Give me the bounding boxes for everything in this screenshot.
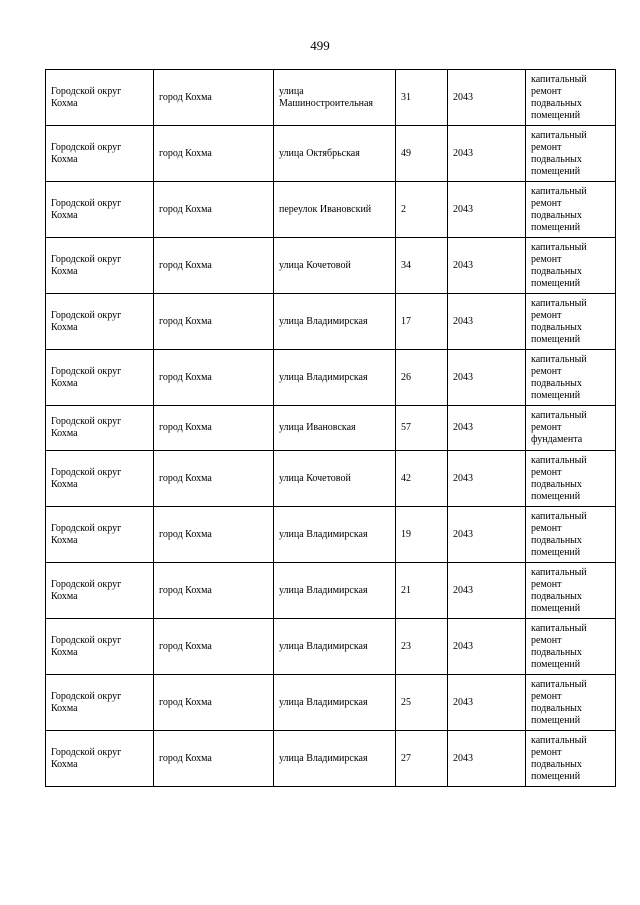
- municipality-cell: Городской округ Кохма: [46, 675, 154, 731]
- settlement-cell: город Кохма: [154, 675, 274, 731]
- planned-year-cell: 2043: [448, 406, 526, 451]
- municipality-cell: Городской округ Кохма: [46, 238, 154, 294]
- table-row: [46, 238, 616, 294]
- street-cell: улица Владимирская: [274, 619, 396, 675]
- house-number-cell: 19: [396, 507, 448, 563]
- street-cell: улица Владимирская: [274, 563, 396, 619]
- house-number-cell: 25: [396, 675, 448, 731]
- work-type-cell: капитальный ремонт фундамента: [526, 406, 616, 451]
- settlement-cell: город Кохма: [154, 70, 274, 126]
- work-type-cell: капитальный ремонт подвальных помещений: [526, 126, 616, 182]
- work-type-cell: капитальный ремонт подвальных помещений: [526, 507, 616, 563]
- settlement-cell: город Кохма: [154, 731, 274, 787]
- house-number-cell: 49: [396, 126, 448, 182]
- settlement-cell: город Кохма: [154, 238, 274, 294]
- municipality-cell: Городской округ Кохма: [46, 126, 154, 182]
- settlement-cell: город Кохма: [154, 507, 274, 563]
- municipality-cell: Городской округ Кохма: [46, 294, 154, 350]
- street-cell: переулок Ивановский: [274, 182, 396, 238]
- work-type-cell: капитальный ремонт подвальных помещений: [526, 70, 616, 126]
- table-row: [46, 563, 616, 619]
- house-number-cell: 27: [396, 731, 448, 787]
- planned-year-cell: 2043: [448, 731, 526, 787]
- settlement-cell: город Кохма: [154, 451, 274, 507]
- house-number-cell: 21: [396, 563, 448, 619]
- street-cell: улица Владимирская: [274, 731, 396, 787]
- municipality-cell: Городской округ Кохма: [46, 507, 154, 563]
- municipality-cell: Городской округ Кохма: [46, 350, 154, 406]
- planned-year-cell: 2043: [448, 507, 526, 563]
- municipality-cell: Городской округ Кохма: [46, 406, 154, 451]
- table-row: [46, 126, 616, 182]
- planned-year-cell: 2043: [448, 350, 526, 406]
- table-row: [46, 731, 616, 787]
- work-type-cell: капитальный ремонт подвальных помещений: [526, 563, 616, 619]
- table-row: [46, 350, 616, 406]
- planned-year-cell: 2043: [448, 563, 526, 619]
- planned-year-cell: 2043: [448, 182, 526, 238]
- house-number-cell: 31: [396, 70, 448, 126]
- municipality-cell: Городской округ Кохма: [46, 70, 154, 126]
- planned-year-cell: 2043: [448, 294, 526, 350]
- work-type-cell: капитальный ремонт подвальных помещений: [526, 731, 616, 787]
- work-type-cell: капитальный ремонт подвальных помещений: [526, 675, 616, 731]
- table-row: [46, 182, 616, 238]
- table-row: [46, 675, 616, 731]
- street-cell: улица Ивановская: [274, 406, 396, 451]
- street-cell: улица Октябрьская: [274, 126, 396, 182]
- municipality-cell: Городской округ Кохма: [46, 731, 154, 787]
- house-number-cell: 26: [396, 350, 448, 406]
- work-type-cell: капитальный ремонт подвальных помещений: [526, 182, 616, 238]
- repair-schedule-table: [45, 69, 616, 787]
- planned-year-cell: 2043: [448, 451, 526, 507]
- house-number-cell: 17: [396, 294, 448, 350]
- settlement-cell: город Кохма: [154, 182, 274, 238]
- street-cell: улица Машиностроительная: [274, 70, 396, 126]
- house-number-cell: 34: [396, 238, 448, 294]
- work-type-cell: капитальный ремонт подвальных помещений: [526, 350, 616, 406]
- house-number-cell: 57: [396, 406, 448, 451]
- work-type-cell: капитальный ремонт подвальных помещений: [526, 619, 616, 675]
- settlement-cell: город Кохма: [154, 350, 274, 406]
- street-cell: улица Владимирская: [274, 675, 396, 731]
- street-cell: улица Кочетовой: [274, 238, 396, 294]
- table-row: [46, 406, 616, 451]
- table-body: [46, 70, 616, 787]
- planned-year-cell: 2043: [448, 126, 526, 182]
- settlement-cell: город Кохма: [154, 406, 274, 451]
- work-type-cell: капитальный ремонт подвальных помещений: [526, 451, 616, 507]
- street-cell: улица Владимирская: [274, 350, 396, 406]
- settlement-cell: город Кохма: [154, 126, 274, 182]
- table-row: [46, 619, 616, 675]
- planned-year-cell: 2043: [448, 619, 526, 675]
- work-type-cell: капитальный ремонт подвальных помещений: [526, 238, 616, 294]
- house-number-cell: 2: [396, 182, 448, 238]
- table-row: [46, 70, 616, 126]
- settlement-cell: город Кохма: [154, 294, 274, 350]
- street-cell: улица Владимирская: [274, 294, 396, 350]
- house-number-cell: 42: [396, 451, 448, 507]
- settlement-cell: город Кохма: [154, 563, 274, 619]
- table-row: [46, 451, 616, 507]
- planned-year-cell: 2043: [448, 675, 526, 731]
- street-cell: улица Владимирская: [274, 507, 396, 563]
- municipality-cell: Городской округ Кохма: [46, 451, 154, 507]
- page-number: 499: [310, 38, 330, 53]
- municipality-cell: Городской округ Кохма: [46, 182, 154, 238]
- work-type-cell: капитальный ремонт подвальных помещений: [526, 294, 616, 350]
- municipality-cell: Городской округ Кохма: [46, 563, 154, 619]
- planned-year-cell: 2043: [448, 238, 526, 294]
- settlement-cell: город Кохма: [154, 619, 274, 675]
- house-number-cell: 23: [396, 619, 448, 675]
- street-cell: улица Кочетовой: [274, 451, 396, 507]
- table-row: [46, 507, 616, 563]
- municipality-cell: Городской округ Кохма: [46, 619, 154, 675]
- planned-year-cell: 2043: [448, 70, 526, 126]
- table-row: [46, 294, 616, 350]
